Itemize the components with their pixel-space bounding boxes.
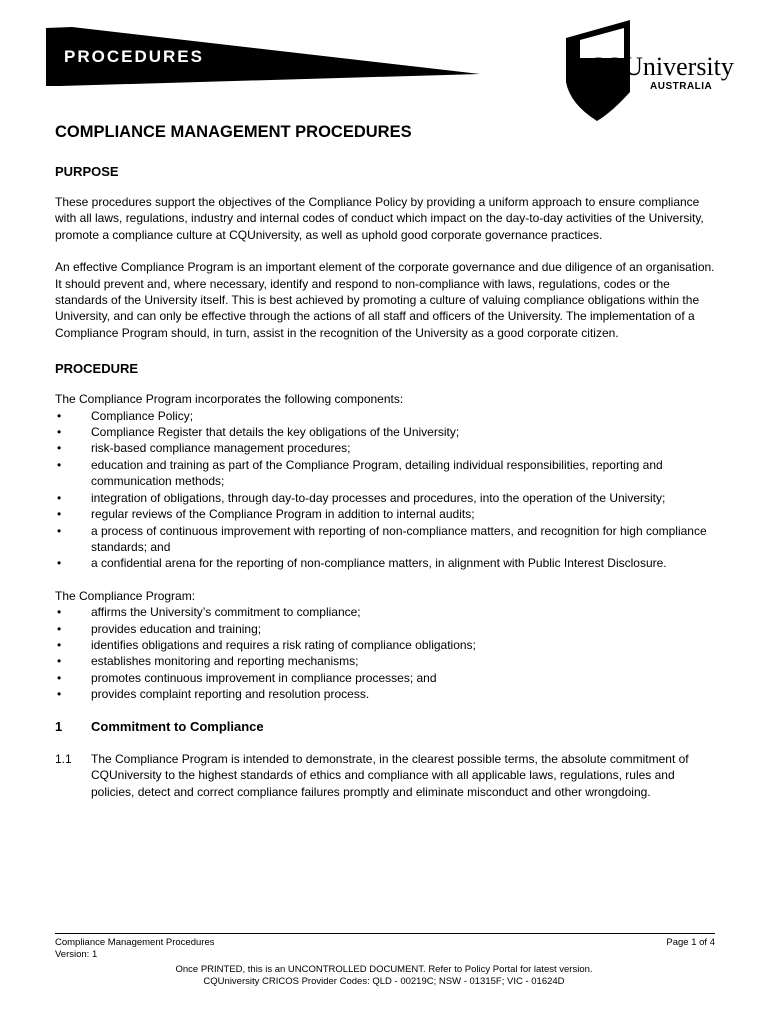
list-item: • provides education and training; [55,621,715,637]
components-list [55,408,715,572]
footer-divider [55,933,715,934]
paragraph-number: 1.1 [55,751,72,766]
section-heading [55,719,715,735]
page-title: COMPLIANCE MANAGEMENT PROCEDURES [55,123,412,141]
list-item: • Compliance Register that details the key obligations of the University; [55,424,715,440]
footer-doc-title: Compliance Management Procedures [55,937,215,948]
purpose-paragraph: An effective Compliance Program is an important element of the corporate governance and due diligence of an organisation. It should prevent and, where necessary, identify and respond to non-compliance with laws, regulations, codes or the standards of the University itself. This is best achieved by promoting a culture of valuing compliance obligations within the University, and can only be effective through the actions of all staff and officers of the University. The implementation of a Compliance Program should, in turn, assist in the recognition of the University as a good corporate citizen. [55,260,715,340]
procedure-heading: PROCEDURE [55,361,139,377]
program-list [55,604,715,702]
list-item: • integration of obligations, through day-to-day processes and procedures, into the operation of the University; [55,490,715,506]
list-item: • risk-based compliance management procedures; [55,440,715,456]
list-item: • affirms the University’s commitment to compliance; [55,604,715,620]
program-intro: The Compliance Program: [55,588,196,603]
list-item: • education and training as part of the Compliance Program, detailing individual responsibilities, reporting and communication methods; [55,457,715,490]
logo-subtext: AUSTRALIA [650,81,713,92]
list-item: • provides complaint reporting and resolution process. [55,686,715,702]
section-title: Commitment to Compliance [91,718,264,734]
header-banner [0,0,768,130]
purpose-paragraph: These procedures support the objectives of the Compliance Policy by providing a uniform approach to ensure compliance with all laws, regulations, industry and internal codes of conduct which impact on the day-to-day activities of the University, promote a compliance culture at CQUniversity, as well as uphold good corporate governance practices. [55,195,704,242]
numbered-paragraph [55,751,715,800]
document-body [55,122,715,800]
purpose-heading: PURPOSE [55,164,119,179]
footer-notice: Once PRINTED, this is an UNCONTROLLED DOCUMENT. Refer to Policy Portal for latest version. [175,964,593,975]
footer-cricos: CQUniversity CRICOS Provider Codes: QLD - 00219C; NSW - 01315F; VIC - 01624D [203,976,565,987]
components-intro: The Compliance Program incorporates the following components: [55,392,404,407]
list-item: • establishes monitoring and reporting mechanisms; [55,653,715,669]
paragraph-text: The Compliance Program is intended to demonstrate, in the clearest possible terms, the absolute commitment of CQUniversity to the highest standards of ethics and compliance with all applicable laws, regulations, rules and policies, detect and correct compliance failures promptly and eliminate misconduct and other wrongdoing. [91,751,689,799]
list-item: • Compliance Policy; [55,408,715,424]
list-item: • regular reviews of the Compliance Program in addition to internal audits; [55,506,715,522]
list-item: • a process of continuous improvement with reporting of non-compliance matters, and recognition for high compliance standards; and [55,523,715,556]
page-number: Page 1 of 4 [666,937,715,948]
logo-text: CQUniversity [588,52,734,81]
list-item: • a confidential arena for the reporting of non-compliance matters, in alignment with Public Interest Disclosure. [55,555,715,571]
section-number: 1 [55,718,63,734]
footer [55,933,715,961]
list-item: • identifies obligations and requires a risk rating of compliance obligations; [55,637,715,653]
list-item: • promotes continuous improvement in compliance processes; and [55,670,715,686]
footer-version: Version: 1 [55,949,98,960]
banner-label: PROCEDURES [64,47,204,66]
